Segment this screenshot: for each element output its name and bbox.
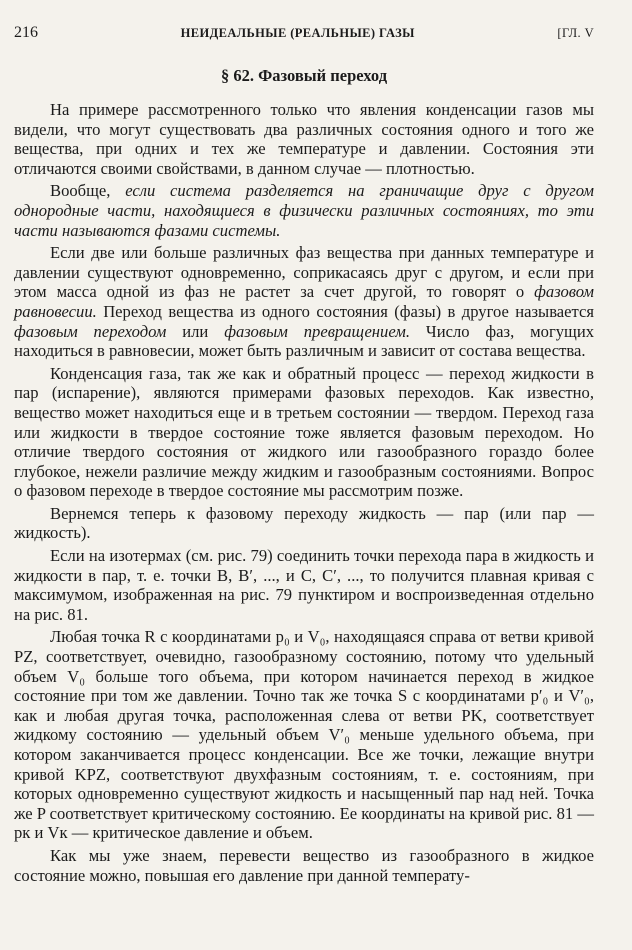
paragraph-2 <box>14 181 594 240</box>
page-header <box>14 24 594 46</box>
chapter-label: [ГЛ. V <box>557 26 594 40</box>
paragraph-3-part-e: или <box>166 321 225 341</box>
phase-definition: если система разделяется на граничащие друг с другом однородные части, находящиеся в физически различных состояниях, то эти части называются фазами системы. <box>14 181 594 240</box>
paragraph-7: Любая точка R с координатами p₀ и V₀, находящаяся справа от ветви кривой PZ, соответствует, очевидно, газообразному состоянию, потому что удельный объем V₀ больше того объема, при котором начинается переход в жидкое состояние при том же давлении. Точно так же точка S с координатами p′₀ и V′₀, как и любая другая точка, расположенная слева от ветви PK, соответствует жидкому состоянию — удельный объем V′₀ меньше удельного объема, при котором заканчивается процесс конденсации. Все же точки, лежащие внутри кривой KPZ, соответствуют двухфазным состояниям, т. е. состояниям, при которых одновременно существуют жидкость и насыщенный пар над ней. Точка же P соответствует критическому состоянию. Ее координаты на кривой рис. 81 — pк и Vк — критическое давление и объем. <box>14 627 594 843</box>
paragraph-5: Вернемся теперь к фазовому переходу жидкость — пар (или пар — жидкость). <box>14 503 594 543</box>
paragraph-3-part-a: Если две или больше различных фаз вещества при данных температуре и давлении существуют одновременно, соприкасаясь друг с другом, и если при этом масса одной из фаз не растет за счет другой, то говорят о <box>14 243 594 302</box>
paragraph-3 <box>14 243 594 361</box>
paragraph-8: Как мы уже знаем, перевести вещество из газообразного в жидкое состояние можно, повышая его давление при данной температу- <box>14 845 594 885</box>
book-page <box>14 24 594 885</box>
paragraph-3-part-g: Число фаз, могущих находиться в равновесии, может быть различным и зависит от состава вещества. <box>14 321 595 361</box>
paragraph-2-lead: Вообще, <box>50 181 126 201</box>
body-text <box>14 100 594 885</box>
paragraph-4: Конденсация газа, так же как и обратный процесс — переход жидкости в пар (испарение), являются примерами фазовых переходов. Как известно, вещество может находиться еще и в третьем состоянии — твердом. Переход газа или жидкости в твердое состояние тоже является фазовым переходом. Но отличие твердого состояния от жидкого или газообразного гораздо более глубокое, нежели различие между жидким и газообразным состояниями. Вопрос о фазовом переходе в твердое состояние мы рассмотрим позже. <box>14 363 594 501</box>
term-phase-transition: фазовым переходом <box>14 321 167 341</box>
running-title: НЕИДЕАЛЬНЫЕ (РЕАЛЬНЫЕ) ГАЗЫ <box>180 26 415 40</box>
page-number: 216 <box>14 24 38 41</box>
term-phase-equilibrium: фазовом равновесии. <box>14 282 594 321</box>
paragraph-6: Если на изотермах (см. рис. 79) соединить точки перехода пара в жидкость и жидкости в пар, т. е. точки B, B′, ..., и C, C′, ..., то получится плавная кривая с максимумом, изображенная на рис. 79 пунктиром и воспроизведенная отдельно на рис. 81. <box>14 546 594 624</box>
paragraph-3-part-c: Переход вещества из одного состояния (фазы) в другое называется <box>96 301 594 321</box>
term-phase-transformation: фазовым превращением. <box>224 321 411 341</box>
section-title: § 62. Фазовый переход <box>220 66 388 85</box>
paragraph-1: На примере рассмотренного только что явления конденсации газов мы видели, что могут существовать два различных состояния одного и того же вещества, при одних и тех же температуре и давлении. Состояния эти отличаются своими свойствами, в данном случае — плотностью. <box>14 100 594 178</box>
